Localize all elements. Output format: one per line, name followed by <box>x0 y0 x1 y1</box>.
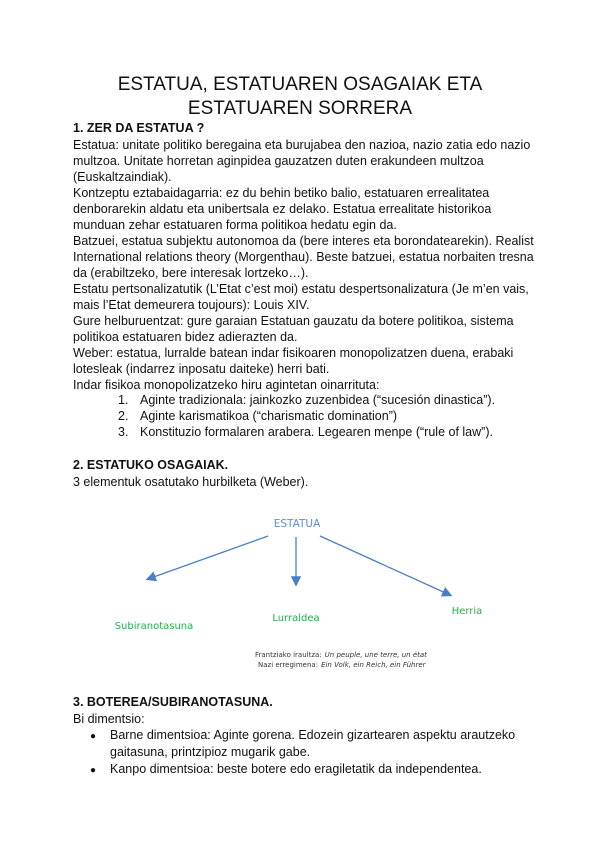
arrow-to-herria <box>320 536 450 595</box>
paragraph-line: Estatua: unitate politiko beregaina eta burujabea den nazioa, nazio zatia edo nazio <box>73 138 531 152</box>
section-2-heading: 2. ESTATUKO OSAGAIAK. <box>73 458 229 472</box>
caption-2-quote: Ein Volk, ein Reich, ein Führer <box>321 661 426 669</box>
bullet-icon: ● <box>90 765 97 776</box>
paragraph-line: multzoa. Unitate horretan aginpidea gauzatzen duten erakundeen multzoa <box>73 154 484 168</box>
caption-1-label: Frantziako iraultza: <box>255 651 322 659</box>
paragraph-line: Weber: estatua, lurralde batean indar fisikoaren monopolizatzen duena, erabaki <box>73 346 514 360</box>
section-3-intro: Bi dimentsio: <box>73 712 145 726</box>
section-3-heading: 3. BOTEREA/SUBIRANOTASUNA. <box>73 695 273 709</box>
arrow-to-subiranotasuna <box>148 536 268 579</box>
list-number: 1. <box>118 393 129 407</box>
list-item <box>90 727 515 745</box>
diagram-caption-1 <box>255 651 427 659</box>
list-item <box>118 409 397 423</box>
paragraph-line: munduan zehar estatuaren forma politikoa hedatu egin da. <box>73 218 397 232</box>
diagram-child-subiranotasuna: Subiranotasuna <box>114 621 194 632</box>
list-item <box>90 761 482 779</box>
diagram-root-label: ESTATUA <box>273 518 321 530</box>
caption-2-label: Nazi erregimena: <box>258 661 319 669</box>
list-text: Aginte karismatikoa (“charismatic domination”) <box>140 409 398 423</box>
paragraph-line: Gure helburuentzat: gure garaian Estatuan gauzatu da botere politikoa, sistema <box>73 314 514 328</box>
paragraph-line: politikoa estatuaren bidez adierazten da. <box>73 330 298 344</box>
list-item-continuation: gaitasuna, printzipioz mugarik gabe. <box>110 745 311 759</box>
section-1-heading: 1. ZER DA ESTATUA ? <box>73 121 205 135</box>
bullet-icon: ● <box>90 731 97 742</box>
list-text: Konstituzio formalaren arabera. Legearen menpe (“rule of law”). <box>140 425 493 439</box>
paragraph-line: Indar fisikoa monopolizatzeko hiru agintetan oinarrituta: <box>73 378 380 392</box>
list-text: Barne dimentsioa: Aginte gorena. Edozein gizartearen aspektu arautzeko <box>110 728 516 742</box>
paragraph-line: Batzuei, estatua subjektu autonomoa da (bere interes eta borondatearekin). Realist <box>73 234 534 248</box>
caption-1-quote: Un peuple, une terre, un état <box>324 651 427 659</box>
diagram-child-lurraldea: Lurraldea <box>272 613 320 624</box>
paragraph-line: International relations theory (Morgenthau). Beste batzuei, estatua norbaiten tresna <box>73 250 534 264</box>
paragraph-line: (Euskaltzaindiak). <box>73 170 172 184</box>
list-text: Aginte tradizionala: jainkozko zuzenbidea (“sucesión dinastica”). <box>140 393 496 407</box>
osagaiak-diagram <box>0 500 600 690</box>
diagram-child-herria: Herria <box>451 606 483 617</box>
diagram-caption-2 <box>258 661 427 669</box>
title-line-1: ESTATUA, ESTATUAREN OSAGAIAK ETA <box>117 74 483 95</box>
list-text: Kanpo dimentsioa: beste botere edo eragiletatik da independentea. <box>110 762 482 776</box>
paragraph-line: da (erabiltzeko, bere interesak lortzeko…). <box>73 266 309 280</box>
paragraph-line: denborarekin aldatu eta unibertsala ez delako. Estatua errealitate historikoa <box>73 202 492 216</box>
list-item <box>118 425 493 439</box>
paragraph-line: Estatu pertsonalizatutik (L’Etat c’est moi) estatu despertsonalizatura (Je m’en vais, <box>73 282 529 296</box>
title-line-2: ESTATUAREN SORRERA <box>187 98 413 119</box>
paragraph-line: mais l’Etat demeurera toujours): Louis XIV. <box>73 298 310 312</box>
paragraph-line: Kontzeptu eztabaidagarria: ez du behin betiko balio, estatuaren errealitatea <box>73 186 490 200</box>
list-item <box>118 393 495 407</box>
section-2-intro: 3 elementuk osatutako hurbilketa (Weber). <box>73 475 309 489</box>
list-number: 2. <box>118 409 129 423</box>
paragraph-line: lotesleak (indarrez inposatu daiteke) herri bati. <box>73 362 330 376</box>
list-number: 3. <box>118 425 129 439</box>
